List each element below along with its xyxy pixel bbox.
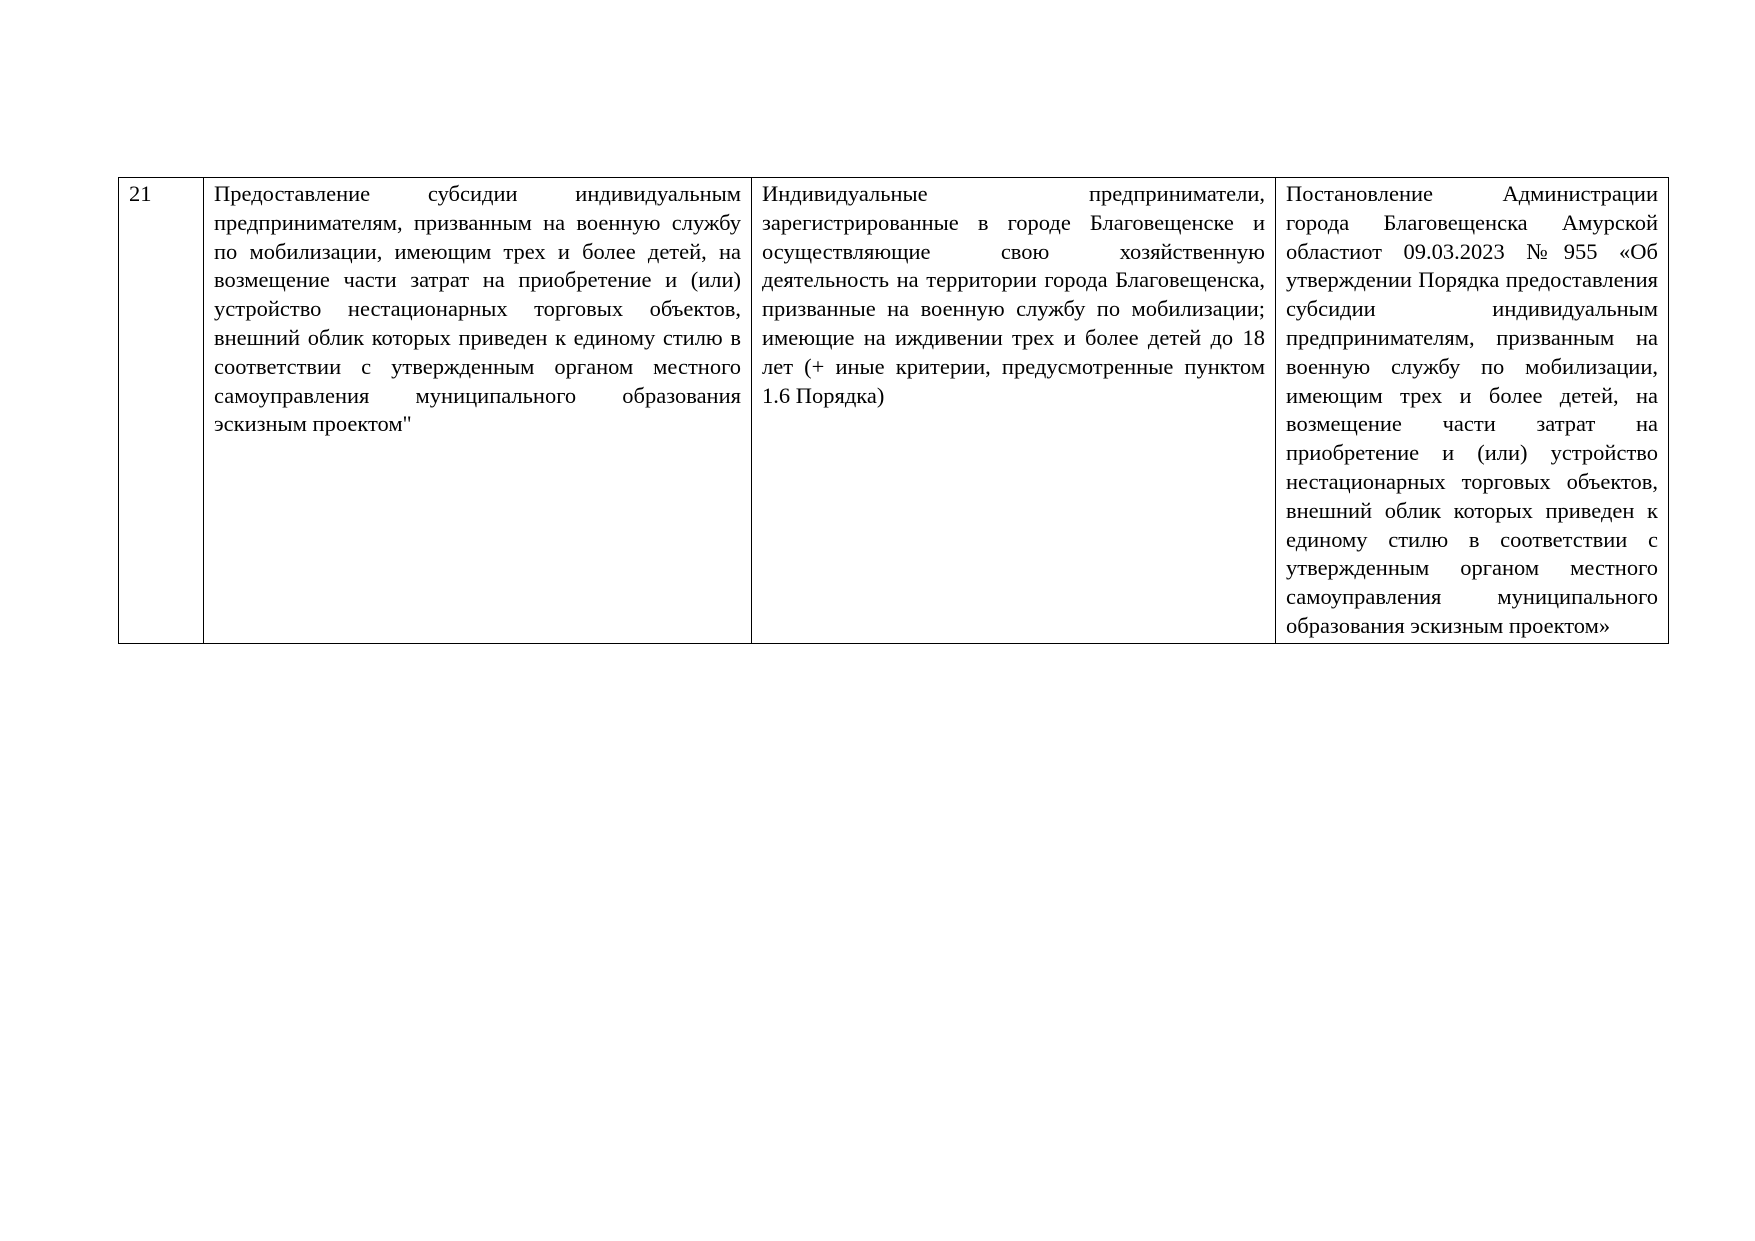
legal-act-cell: Постановление Администрации города Благовещенска Амурской областиот 09.03.2023 №955 «Об утверждении Порядка предоставления субсидии индивидуальным предпринимателям, призванным на военную службу по мобилизации, имеющим трех и более детей, на возмещение части затрат на приобретение и (или) устройство нестационарных торговых объектов, внешний облик которых приведен к единому стилю в соответствии с утвержденным органом местного самоуправления муниципального образования эскизным проектом» (1276, 178, 1669, 644)
subsidy-description-cell: Предоставление субсидии индивидуальным предпринимателям, призванным на военную службу по мобилизации, имеющим трех и более детей, на возмещение части затрат на приобретение и (или) устройство нестационарных торговых объектов, внешний облик которых приведен к единому стилю в соответствии с утвержденным органом местного самоуправления муниципального образования эскизным проектом" (204, 178, 752, 644)
table-row (119, 178, 1669, 644)
row-number-cell: 21 (119, 178, 204, 644)
recipients-cell: Индивидуальные предприниматели, зарегистрированные в городе Благовещенске и осуществляющие свою хозяйственную деятельность на территории города Благовещенска, призванные на военную службу по мобилизации; имеющие на иждивении трех и более детей до 18 лет (+ иные критерии, предусмотренные пунктом 1.6 Порядка) (752, 178, 1276, 644)
subsidy-table (118, 177, 1669, 644)
